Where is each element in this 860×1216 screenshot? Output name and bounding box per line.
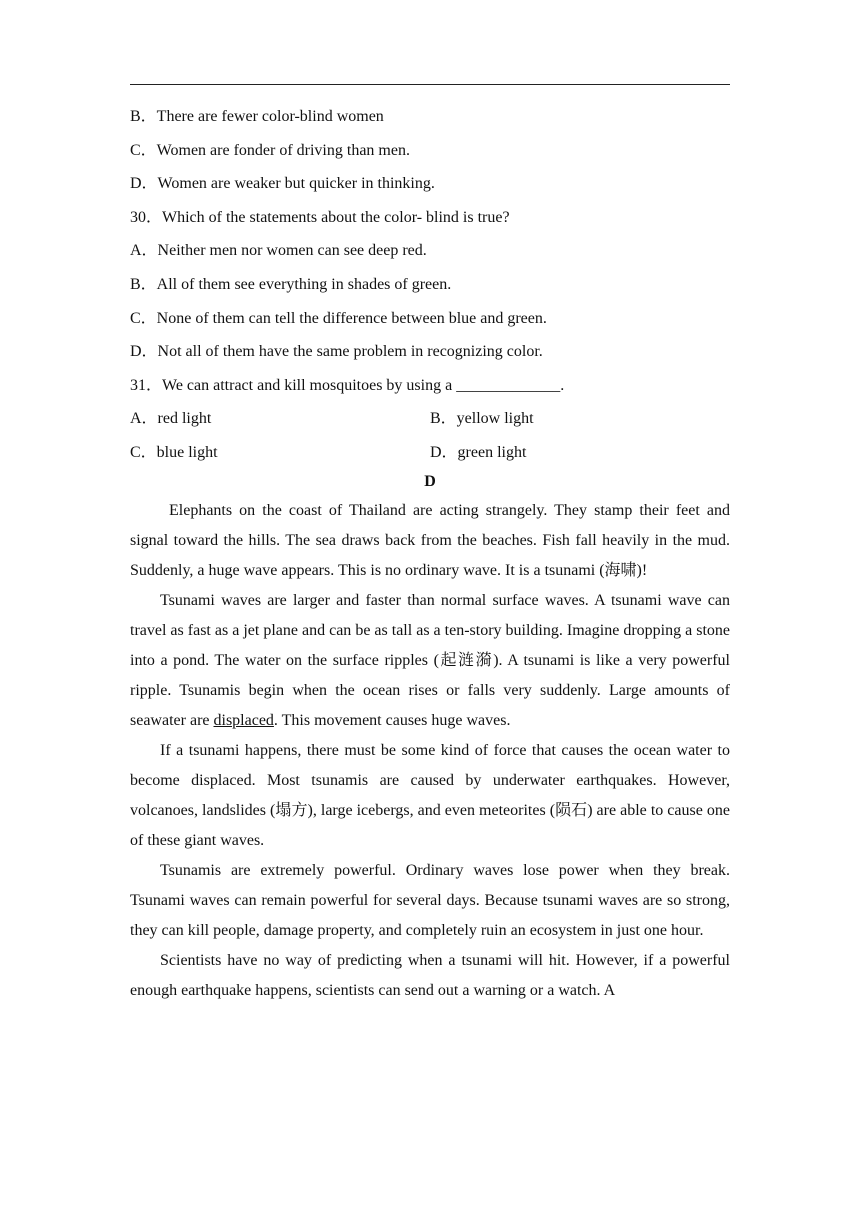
paragraph-2-text-b: . This movement causes huge waves. [273,711,511,729]
underlined-word: displaced [213,711,274,729]
q31-option-d: D．green light [430,443,527,461]
paragraph-5: Scientists have no way of predicting when a tsunami will hit. However, if a powerful enough earthquake happens, scientists can send out a warning or a watch. A [130,951,730,999]
paragraph-3: If a tsunami happens, there must be some kind of force that causes the ocean water to become displaced. Most tsunamis are caused by underwater earthquakes. However, volcanoes, landslides (塌方), large icebergs, and even meteorites (陨石) are able to cause one of these giant waves. [130,741,730,849]
paragraph-2-text-a: Tsunami waves are larger and faster than normal surface waves. A tsunami wave can travel as fast as a jet plane and can be as tall as a ten-story building. Imagine dropping a stone into a pond. The water on the surface ripples (起涟漪). A tsunami is like a very powerful ripple. Tsunamis begin when the ocean rises or falls very suddenly. Large amounts of seawater are [130,591,730,729]
q31-option-a: A．red light [130,410,212,428]
q29-option-b: B．There are fewer color-blind women [130,108,384,125]
q31-option-c: C．blue light [130,443,218,461]
paragraph-4: Tsunamis are extremely powerful. Ordinary waves lose power when they break. Tsunami waves can remain powerful for several days. Because tsunami waves are so strong, they can kill people, damage property, and completely ruin an ecosystem in just one hour. [130,861,730,939]
q29-option-c: C．Women are fonder of driving than men. [130,141,410,159]
paragraph-1: Elephants on the coast of Thailand are acting strangely. They stamp their feet and signal toward the hills. The sea draws back from the beaches. Fish fall heavily in the mud. Suddenly, a huge wave appears. This is no ordinary wave. It is a tsunami (海啸)! [130,501,730,579]
q29-option-d: D．Women are weaker but quicker in thinking. [130,175,435,193]
page-content [130,100,730,1006]
q30-option-a: A．Neither men nor women can see deep red. [130,242,427,260]
paragraph-2 [130,586,730,736]
q30-option-d: D．Not all of them have the same problem in recognizing color. [130,343,543,361]
q31-options-row-2 [130,436,730,470]
q30-option-b: B．All of them see everything in shades of green. [130,275,452,293]
q31-stem: 31．We can attract and kill mosquitoes by using a _____________. [130,376,565,394]
section-title: D [424,472,436,490]
q30-option-c: C．None of them can tell the difference between blue and green. [130,309,547,327]
header-rule [130,84,730,85]
q31-options-row-1 [130,402,730,436]
q31-option-b: B．yellow light [430,410,534,428]
q30-stem: 30．Which of the statements about the color- blind is true? [130,208,510,226]
